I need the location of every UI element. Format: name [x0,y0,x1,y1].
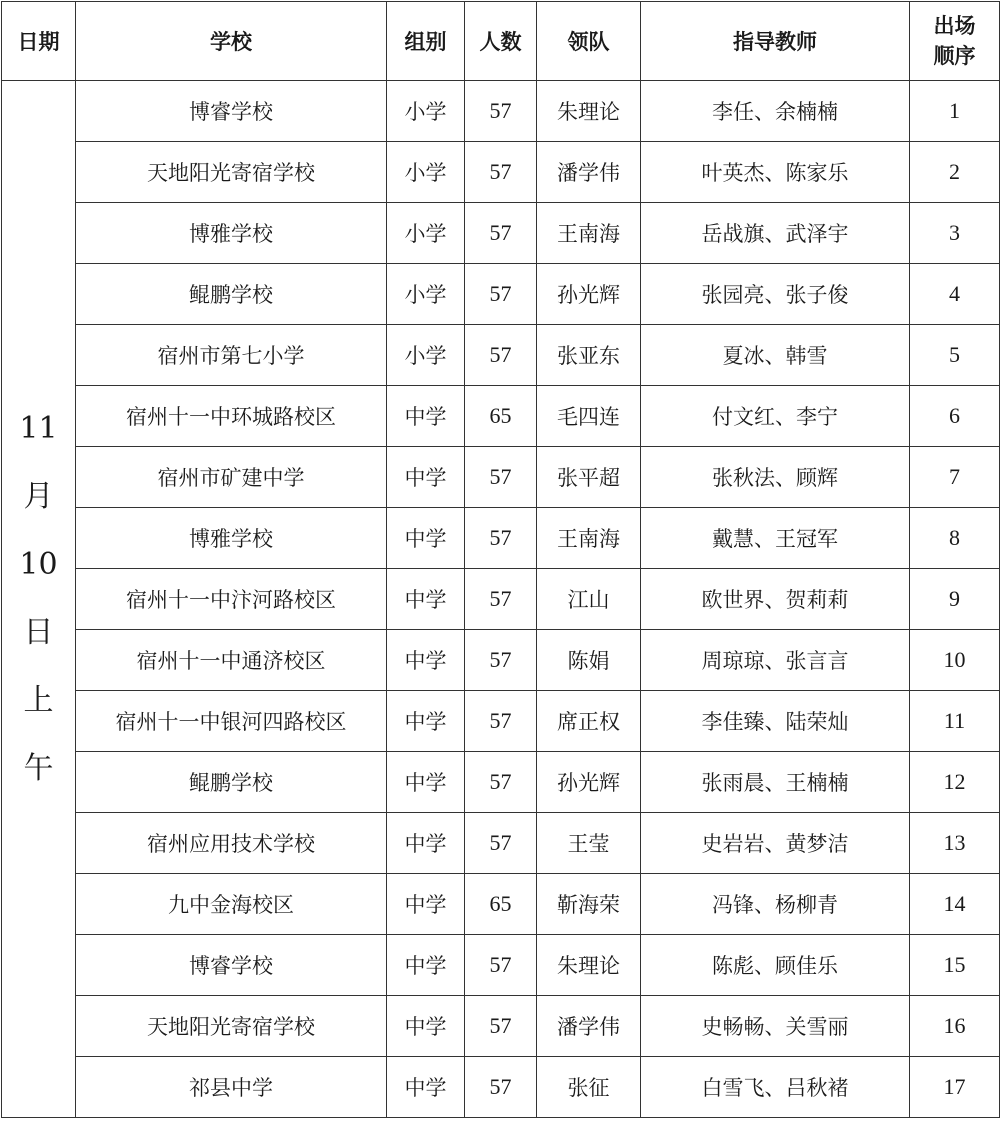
cell-order: 4 [910,264,1000,325]
cell-group: 中学 [387,447,465,508]
cell-school: 宿州十一中环城路校区 [76,386,387,447]
cell-leader: 朱理论 [537,935,641,996]
cell-teachers: 叶英杰、陈家乐 [641,142,910,203]
date-line: 10 [19,547,58,582]
cell-group: 小学 [387,325,465,386]
cell-group: 中学 [387,874,465,935]
cell-order: 12 [910,752,1000,813]
header-row [2,2,1000,81]
table-header [2,2,1000,81]
cell-order: 3 [910,203,1000,264]
cell-group: 中学 [387,935,465,996]
cell-group: 中学 [387,691,465,752]
cell-order: 17 [910,1057,1000,1118]
table-row [2,81,1000,142]
cell-count: 57 [465,81,537,142]
date-cell [2,81,76,1118]
cell-order: 9 [910,569,1000,630]
cell-order: 7 [910,447,1000,508]
cell-leader: 王南海 [537,508,641,569]
date-line: 日 [23,615,54,650]
cell-teachers: 史畅畅、关雪丽 [641,996,910,1057]
cell-group: 中学 [387,386,465,447]
table-row [2,569,1000,630]
cell-group: 中学 [387,752,465,813]
header-group: 组别 [387,2,465,81]
cell-count: 57 [465,691,537,752]
table-row [2,264,1000,325]
cell-teachers: 周琼琼、张言言 [641,630,910,691]
cell-school: 九中金海校区 [76,874,387,935]
cell-teachers: 白雪飞、吕秋褚 [641,1057,910,1118]
cell-order: 15 [910,935,1000,996]
cell-count: 57 [465,813,537,874]
table-row [2,508,1000,569]
cell-order: 14 [910,874,1000,935]
table-row [2,1057,1000,1118]
cell-leader: 朱理论 [537,81,641,142]
cell-leader: 毛四连 [537,386,641,447]
cell-teachers: 付文红、李宁 [641,386,910,447]
cell-order: 8 [910,508,1000,569]
table-row [2,813,1000,874]
cell-count: 57 [465,752,537,813]
cell-school: 宿州市矿建中学 [76,447,387,508]
cell-count: 57 [465,935,537,996]
cell-teachers: 冯锋、杨柳青 [641,874,910,935]
cell-count: 57 [465,996,537,1057]
table-row [2,691,1000,752]
cell-leader: 孙光辉 [537,264,641,325]
cell-school: 宿州市第七小学 [76,325,387,386]
cell-count: 57 [465,569,537,630]
cell-teachers: 张秋法、顾辉 [641,447,910,508]
date-line: 午 [23,751,54,786]
cell-group: 小学 [387,203,465,264]
cell-school: 天地阳光寄宿学校 [76,996,387,1057]
cell-count: 57 [465,203,537,264]
cell-teachers: 陈彪、顾佳乐 [641,935,910,996]
cell-order: 2 [910,142,1000,203]
cell-count: 57 [465,1057,537,1118]
table-row [2,142,1000,203]
cell-leader: 张平超 [537,447,641,508]
cell-leader: 张征 [537,1057,641,1118]
cell-teachers: 李佳臻、陆荣灿 [641,691,910,752]
cell-leader: 王南海 [537,203,641,264]
cell-school: 博雅学校 [76,203,387,264]
cell-group: 中学 [387,508,465,569]
cell-order: 5 [910,325,1000,386]
header-order-line2: 顺序 [933,44,976,68]
date-line: 上 [23,683,54,718]
header-order [910,2,1000,81]
cell-count: 65 [465,874,537,935]
cell-group: 中学 [387,569,465,630]
cell-order: 16 [910,996,1000,1057]
cell-school: 鲲鹏学校 [76,752,387,813]
cell-count: 57 [465,325,537,386]
cell-school: 博睿学校 [76,935,387,996]
cell-school: 鲲鹏学校 [76,264,387,325]
cell-group: 中学 [387,630,465,691]
cell-order: 13 [910,813,1000,874]
table-row [2,874,1000,935]
cell-order: 6 [910,386,1000,447]
cell-count: 57 [465,447,537,508]
table-row [2,447,1000,508]
cell-leader: 靳海荣 [537,874,641,935]
cell-teachers: 戴慧、王冠军 [641,508,910,569]
table-row [2,752,1000,813]
cell-leader: 潘学伟 [537,996,641,1057]
cell-teachers: 夏冰、韩雪 [641,325,910,386]
cell-group: 中学 [387,1057,465,1118]
cell-school: 博雅学校 [76,508,387,569]
cell-group: 小学 [387,81,465,142]
cell-teachers: 张园亮、张子俊 [641,264,910,325]
cell-group: 小学 [387,142,465,203]
cell-group: 中学 [387,996,465,1057]
table-body [2,81,1000,1118]
header-leader: 领队 [537,2,641,81]
table-row [2,325,1000,386]
table-row [2,996,1000,1057]
cell-teachers: 史岩岩、黄梦洁 [641,813,910,874]
cell-leader: 张亚东 [537,325,641,386]
date-line: 11 [19,411,58,446]
cell-count: 57 [465,630,537,691]
cell-school: 宿州十一中银河四路校区 [76,691,387,752]
cell-leader: 江山 [537,569,641,630]
cell-leader: 孙光辉 [537,752,641,813]
table-row [2,935,1000,996]
header-school: 学校 [76,2,387,81]
cell-group: 中学 [387,813,465,874]
cell-count: 57 [465,508,537,569]
cell-teachers: 岳战旗、武泽宇 [641,203,910,264]
header-order-line1: 出场 [933,14,976,38]
header-date: 日期 [2,2,76,81]
cell-school: 博睿学校 [76,81,387,142]
cell-school: 天地阳光寄宿学校 [76,142,387,203]
cell-school: 祁县中学 [76,1057,387,1118]
cell-count: 57 [465,264,537,325]
cell-order: 11 [910,691,1000,752]
date-line: 月 [23,479,54,514]
table-row [2,203,1000,264]
cell-leader: 席正权 [537,691,641,752]
schedule-table [1,1,1000,1118]
cell-teachers: 李任、余楠楠 [641,81,910,142]
cell-school: 宿州十一中通济校区 [76,630,387,691]
cell-leader: 王莹 [537,813,641,874]
table-row [2,630,1000,691]
cell-order: 10 [910,630,1000,691]
cell-count: 65 [465,386,537,447]
cell-group: 小学 [387,264,465,325]
cell-order: 1 [910,81,1000,142]
cell-leader: 潘学伟 [537,142,641,203]
cell-teachers: 张雨晨、王楠楠 [641,752,910,813]
cell-school: 宿州十一中汴河路校区 [76,569,387,630]
cell-count: 57 [465,142,537,203]
cell-teachers: 欧世界、贺莉莉 [641,569,910,630]
header-count: 人数 [465,2,537,81]
header-teachers: 指导教师 [641,2,910,81]
table-row [2,386,1000,447]
cell-school: 宿州应用技术学校 [76,813,387,874]
cell-leader: 陈娟 [537,630,641,691]
